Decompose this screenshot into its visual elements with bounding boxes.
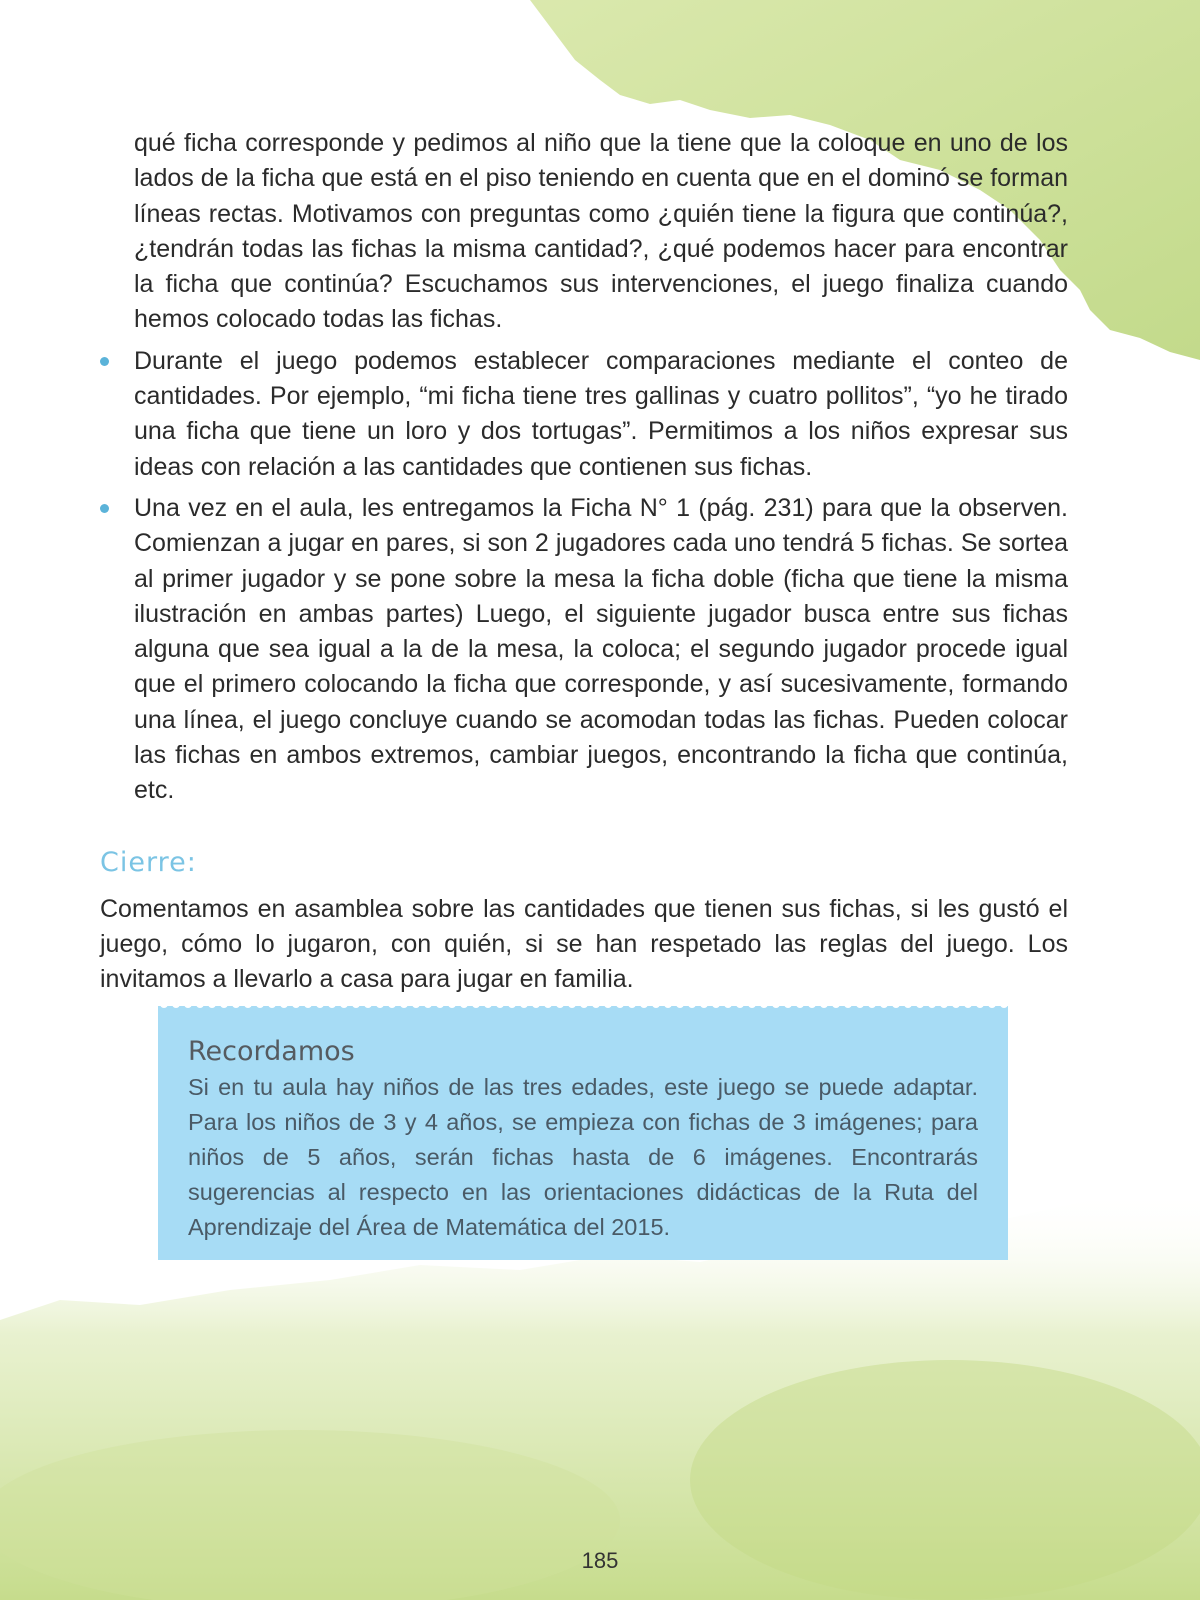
list-item: [100, 344, 1068, 485]
closing-heading: Cierre:: [100, 846, 197, 878]
bullet-text: Durante el juego podemos establecer comparaciones mediante el conteo de cantidades. Por ejemplo, “mi ficha tiene tres gallinas y cuatro pollitos”, “yo he tirado una ficha que tiene un loro y dos tortugas”. Permitimos a los niños expresar sus ideas con relación a las cantidades que contienen sus fichas.: [134, 346, 1068, 481]
scalloped-edge-icon: [158, 1000, 1008, 1014]
bullet-icon: [100, 357, 109, 366]
list-item: [100, 491, 1068, 809]
note-title: Recordamos: [188, 1036, 355, 1067]
bullet-text: Una vez en el aula, les entregamos la Ficha N° 1 (pág. 231) para que la observen. Comienzan a jugar en pares, si son 2 jugadores cada uno tendrá 5 fichas. Se sortea al primer jugador y se pone sobre la mesa la ficha doble (ficha que tiene la misma ilustración en ambas partes) Luego, el siguiente jugador busca entre sus fichas alguna que sea igual a la de la mesa, la coloca; el segundo jugador procede igual que el primero colocando la ficha que corresponde, y así sucesivamente, formando una línea, el juego concluye cuando se acomodan todas las fichas. Pueden colocar las fichas en ambos extremos, cambiar juegos, encontrando la ficha que continúa, etc.: [134, 493, 1068, 805]
bullet-icon: [100, 504, 109, 513]
activity-bullet-list: [100, 344, 1068, 809]
note-text: Si en tu aula hay niños de las tres edades, este juego se puede adaptar. Para los niños de 3 y 4 años, se empieza con fichas de 3 imágenes; para niños de 5 años, serán fichas hasta de 6 imágenes. Encontrarás sugerencias al respecto en las orientaciones didácticas de la Ruta del Aprendizaje del Área de Matemática del 2015.: [188, 1074, 978, 1240]
intro-paragraph: qué ficha corresponde y pedimos al niño que la tiene que la coloque en uno de los lados de la ficha que está en el piso teniendo en cuenta que en el dominó se forman líneas rectas. Motivamos con preguntas como ¿quién tiene la figura que continúa?, ¿tendrán todas las fichas la misma cantidad?, ¿qué podemos hacer para encontrar la ficha que continúa? Escuchamos sus intervenciones, el juego finaliza cuando hemos colocado todas las fichas.: [134, 129, 1068, 334]
reminder-note-box: [158, 1006, 1008, 1260]
main-content: [100, 126, 1068, 998]
page-number: 185: [581, 1548, 619, 1573]
closing-paragraph: Comentamos en asamblea sobre las cantidades que tienen sus fichas, si les gustó el juego, cómo lo jugaron, con quién, si se han respetado las reglas del juego. Los invitamos a llevarlo a casa para jugar en familia.: [100, 894, 1068, 994]
